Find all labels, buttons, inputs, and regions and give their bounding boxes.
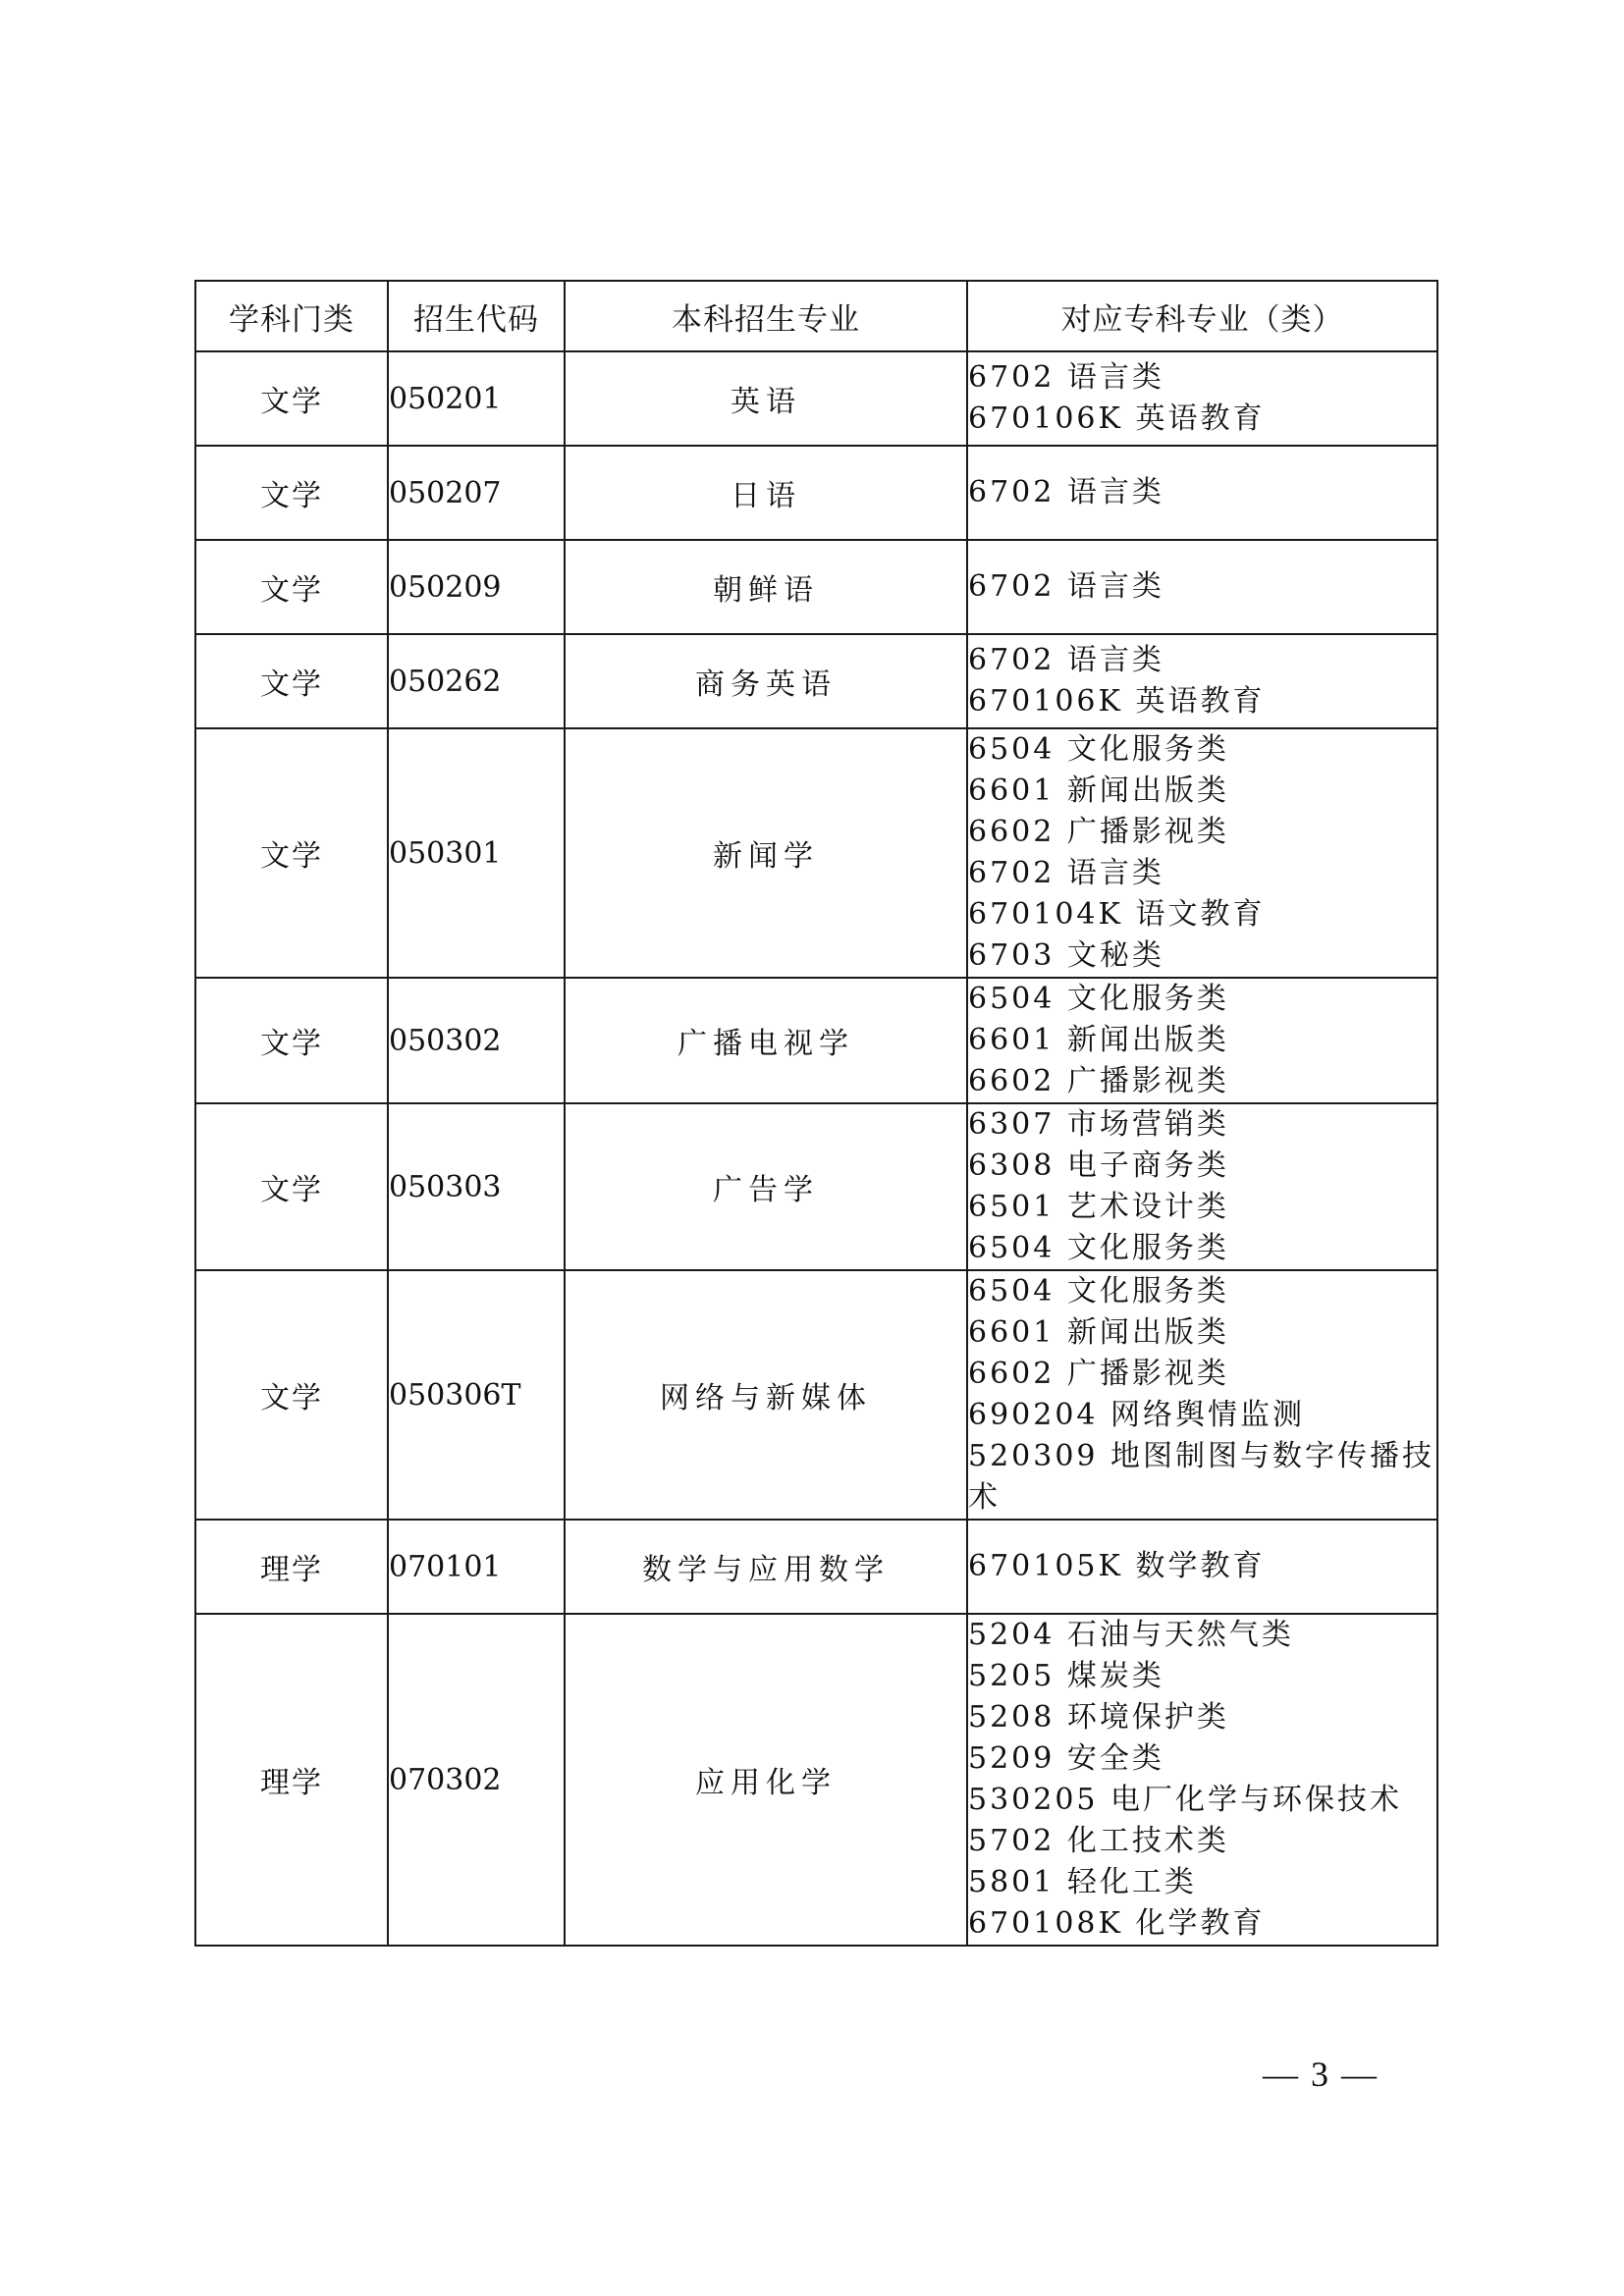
specialty-cell [967,978,1437,1103]
specialty-item: 6601 新闻出版类 [968,774,1229,808]
specialty-item: 520309 地图制图与数字传播技术 [968,1439,1435,1515]
table-body [195,351,1437,1946]
table-row [195,978,1437,1103]
specialty-item: 6602 广播影视类 [968,815,1229,849]
specialty-item: 670105K 数学教育 [968,1549,1266,1583]
category-cell: 理学 [195,1520,388,1614]
specialty-cell [967,1103,1437,1270]
specialty-item: 5209 安全类 [968,1741,1164,1776]
specialty-item: 6602 广播影视类 [968,1064,1229,1098]
specialty-item: 6703 文秘类 [968,938,1164,973]
table-row [195,634,1437,728]
code-cell: 050306T [388,1270,565,1520]
specialty-cell [967,728,1437,978]
specialty-item: 6702 语言类 [968,643,1164,677]
specialty-item: 670104K 语文教育 [968,897,1266,932]
specialty-item: 670106K 英语教育 [968,401,1266,436]
category-cell: 文学 [195,540,388,634]
major-cell: 应用化学 [565,1614,967,1946]
header-code: 招生代码 [388,281,565,351]
category-cell: 文学 [195,634,388,728]
major-cell: 广播电视学 [565,978,967,1103]
specialty-item: 5208 环境保护类 [968,1700,1229,1735]
major-cell: 日语 [565,446,967,540]
specialty-item: 6504 文化服务类 [968,982,1229,1016]
major-cell: 数学与应用数学 [565,1520,967,1614]
table-row [195,351,1437,446]
table-row [195,1520,1437,1614]
specialty-item: 5205 煤炭类 [968,1659,1164,1693]
specialty-item: 5702 化工技术类 [968,1824,1229,1858]
specialty-item: 6307 市场营销类 [968,1107,1229,1142]
specialty-cell [967,634,1437,728]
category-cell: 文学 [195,351,388,446]
category-cell: 文学 [195,728,388,978]
table-row [195,446,1437,540]
specialty-cell [967,351,1437,446]
specialty-item: 6501 艺术设计类 [968,1190,1229,1224]
code-cell: 050209 [388,540,565,634]
header-major: 本科招生专业 [565,281,967,351]
major-cell: 网络与新媒体 [565,1270,967,1520]
specialty-item: 6601 新闻出版类 [968,1315,1229,1350]
specialty-item: 6702 语言类 [968,475,1164,509]
specialty-item: 6702 语言类 [968,856,1164,890]
code-cell: 050201 [388,351,565,446]
major-cell: 新闻学 [565,728,967,978]
specialty-item: 6601 新闻出版类 [968,1023,1229,1057]
specialty-item: 6308 电子商务类 [968,1148,1229,1183]
code-cell: 050301 [388,728,565,978]
major-cell: 商务英语 [565,634,967,728]
specialty-item: 530205 电厂化学与环保技术 [968,1783,1403,1817]
category-cell: 文学 [195,1103,388,1270]
specialty-item: 5801 轻化工类 [968,1865,1197,1899]
category-cell: 理学 [195,1614,388,1946]
major-cell: 广告学 [565,1103,967,1270]
category-cell: 文学 [195,1270,388,1520]
page-number: — 3 — [1263,2055,1379,2094]
specialty-item: 690204 网络舆情监测 [968,1398,1306,1432]
specialty-item: 5204 石油与天然气类 [968,1618,1294,1652]
table-row [195,1614,1437,1946]
specialty-item: 670108K 化学教育 [968,1906,1266,1941]
header-specialty: 对应专科专业（类） [967,281,1437,351]
code-cell: 050303 [388,1103,565,1270]
category-cell: 文学 [195,446,388,540]
major-cell: 朝鲜语 [565,540,967,634]
table-row [195,1103,1437,1270]
specialty-item: 6504 文化服务类 [968,1274,1229,1308]
specialty-cell [967,540,1437,634]
code-cell: 070302 [388,1614,565,1946]
header-category: 学科门类 [195,281,388,351]
major-cell: 英语 [565,351,967,446]
table-row [195,728,1437,978]
specialty-cell [967,446,1437,540]
specialty-item: 6504 文化服务类 [968,1231,1229,1265]
specialty-cell [967,1614,1437,1946]
major-correspondence-table [194,280,1438,1947]
specialty-cell [967,1270,1437,1520]
category-cell: 文学 [195,978,388,1103]
code-cell: 050262 [388,634,565,728]
table-header-row [195,281,1437,351]
code-cell: 070101 [388,1520,565,1614]
specialty-item: 6504 文化服务类 [968,732,1229,767]
code-cell: 050302 [388,978,565,1103]
code-cell: 050207 [388,446,565,540]
specialty-item: 6702 语言类 [968,360,1164,395]
specialty-cell [967,1520,1437,1614]
specialty-item: 6602 广播影视类 [968,1357,1229,1391]
table-row [195,1270,1437,1520]
specialty-item: 670106K 英语教育 [968,684,1266,719]
table-row [195,540,1437,634]
specialty-item: 6702 语言类 [968,569,1164,604]
